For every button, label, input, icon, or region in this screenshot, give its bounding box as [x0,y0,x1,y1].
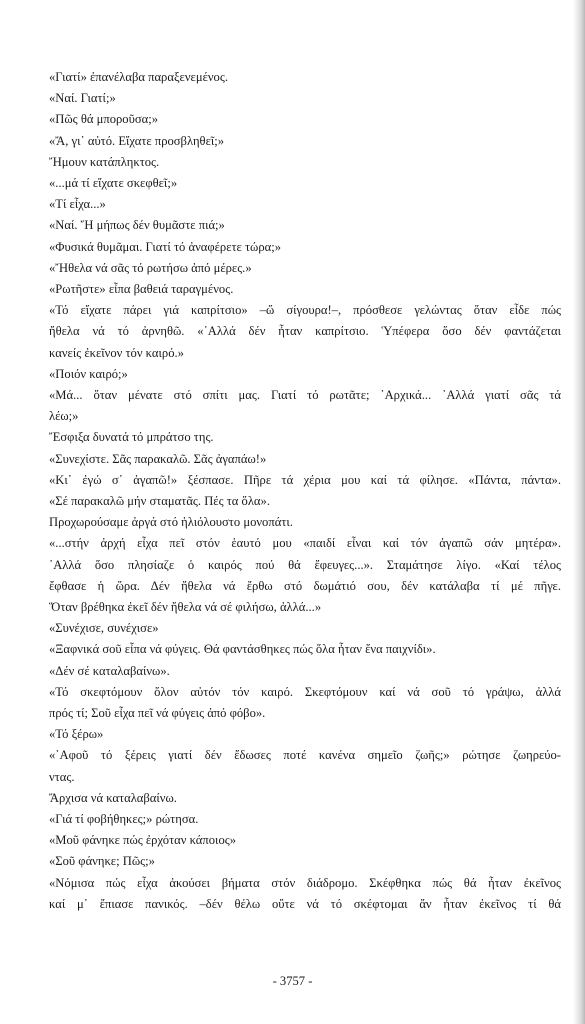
text-line: καί μ᾿ ἔπιασε πανικός. –δέν θέλω οὔτε νά τό σκέφτομαι ἄν ἦταν ἐκεῖνος τί θά [49,896,561,911]
text-line: «Τό εἴχατε πάρει γιά καπρίτσιο» –ὤ σίγουρα!–, πρόσθεσε γελώντας ὅταν εἶδε πώς [49,303,561,318]
text-line: «Δέν σέ καταλαβαίνω». [49,663,170,678]
text-line: λέω;» [49,409,79,424]
text-line: ᾿Αλλά ὅσο πλησίαζε ὁ καιρός πού θά ἔφευγες...». Σταμάτησε λίγο. «Καί τέλος [49,557,561,572]
body-text [49,67,561,915]
text-line: «Ἤθελα νά σᾶς τό ρωτήσω ἀπό μέρες.» [49,260,252,275]
text-line: «Νόμισα πώς εἶχα ἀκούσει βήματα στόν διάδρομο. Σκέφθηκα πώς θά ἦταν ἐκεῖνος [49,875,561,890]
text-line: «Φυσικά θυμᾶμαι. Γιατί τό ἀναφέρετε τώρα;» [49,239,282,254]
text-line: «Ναί. Γιατί;» [49,91,116,106]
text-line: Ἤμουν κατάπληκτος. [49,154,160,169]
text-line: «Ἄ, γι᾿ αὐτό. Εἴχατε προσβληθεῖ;» [49,133,225,148]
text-line: Ὅταν βρέθηκα ἐκεῖ δέν ἤθελα νά σέ φιλήσω, ἀλλά...» [49,599,322,614]
page-edge-shadow [573,0,585,1024]
page-number: - 3757 - [272,974,313,988]
text-line: Ἔσφιξα δυνατά τό μπράτσο της. [49,430,214,445]
text-line: «Πῶς θά μποροῦσα;» [49,112,159,127]
text-line: Προχωρούσαμε ἀργά στό ἡλιόλουστο μονοπάτι. [49,515,293,530]
text-line: «Γιατί» ἐπανέλαβα παραξενεμένος. [49,70,228,84]
text-line: «Ρωτῆστε» εἶπα βαθειά ταραγμένος. [49,282,234,297]
text-line: «Τό ξέρω» [49,727,104,742]
text-line: «Γιά τί φοβήθηκες;» ρώτησα. [49,811,199,826]
text-line: «...μά τί εἴχατε σκεφθεῖ;» [49,176,178,191]
text-line: πρός τί; Σοῦ εἶχα πεῖ νά φύγεις ἀπό φόβο». [49,705,266,720]
text-line: «Μοῦ φάνηκε πώς ἐρχόταν κάποιος» [49,833,237,848]
text-line: «Σοῦ φάνηκε; Πῶς;» [49,854,155,869]
text-line: ἤθελα νά τό ἀρνηθῶ. «᾿Αλλά δέν ἦταν καπρίτσιο. Ὑπέφερα ὅσο δέν φαντάζεται [49,324,561,339]
text-line: «Ξαφνικά σοῦ εἶπα νά φύγεις. Θά φαντάσθηκες πώς ὅλα ἦταν ἕνα παιχνίδι». [49,642,436,657]
text-line: Ἄρχισα νά καταλαβαίνω. [49,790,177,805]
text-line: «Κι᾿ ἐγώ σ᾿ ἀγαπῶ!» ξέσπασε. Πῆρε τά χέρια μου καί τά φίλησε. «Πάντα, πάντα». [49,472,561,487]
text-line: «Μά... ὅταν μένατε στό σπίτι μας. Γιατί τό ρωτᾶτε; ᾿Αρχικά... ᾿Αλλά γιατί σᾶς τά [49,388,561,403]
text-line: ἔφθασε ἡ ὥρα. Δέν ἤθελα νά ἔρθω στό δωμάτιό σου, δέν κατάλαβα τί μέ πῆγε. [49,578,561,593]
text-line: κανείς ἐκεῖνον τόν καιρό.» [49,345,184,360]
text-line: «...στήν ἀρχή εἶχα πεῖ στόν ἑαυτό μου «παιδί εἶναι καί τόν ἀγαπῶ σάν μητέρα». [49,536,561,551]
text-line: ντας. [49,769,75,784]
text-line: «Τί εἶχα...» [49,197,106,212]
text-line: «Ποιόν καιρό;» [49,366,128,381]
text-line: «Συνέχισε, συνέχισε» [49,621,159,636]
text-line: «᾿Αφοῦ τό ξέρεις γιατί δέν ἔδωσες ποτέ κανένα σημεῖο ζωῆς;» ρώτησε ζωηρεύο- [49,748,561,763]
text-line: «Σέ παρακαλῶ μήν σταματᾶς. Πές τα ὅλα». [49,494,270,508]
text-line: «Ναί. Ἤ μήπως δέν θυμᾶστε πιά;» [49,218,225,233]
text-line: «Συνεχίστε. Σᾶς παρακαλῶ. Σᾶς ἀγαπάω!» [49,451,267,466]
text-line: «Τό σκεφτόμουν ὅλον αὐτόν τόν καιρό. Σκεφτόμουν καί νά σοῦ τό γράψω, ἀλλά [49,684,561,699]
